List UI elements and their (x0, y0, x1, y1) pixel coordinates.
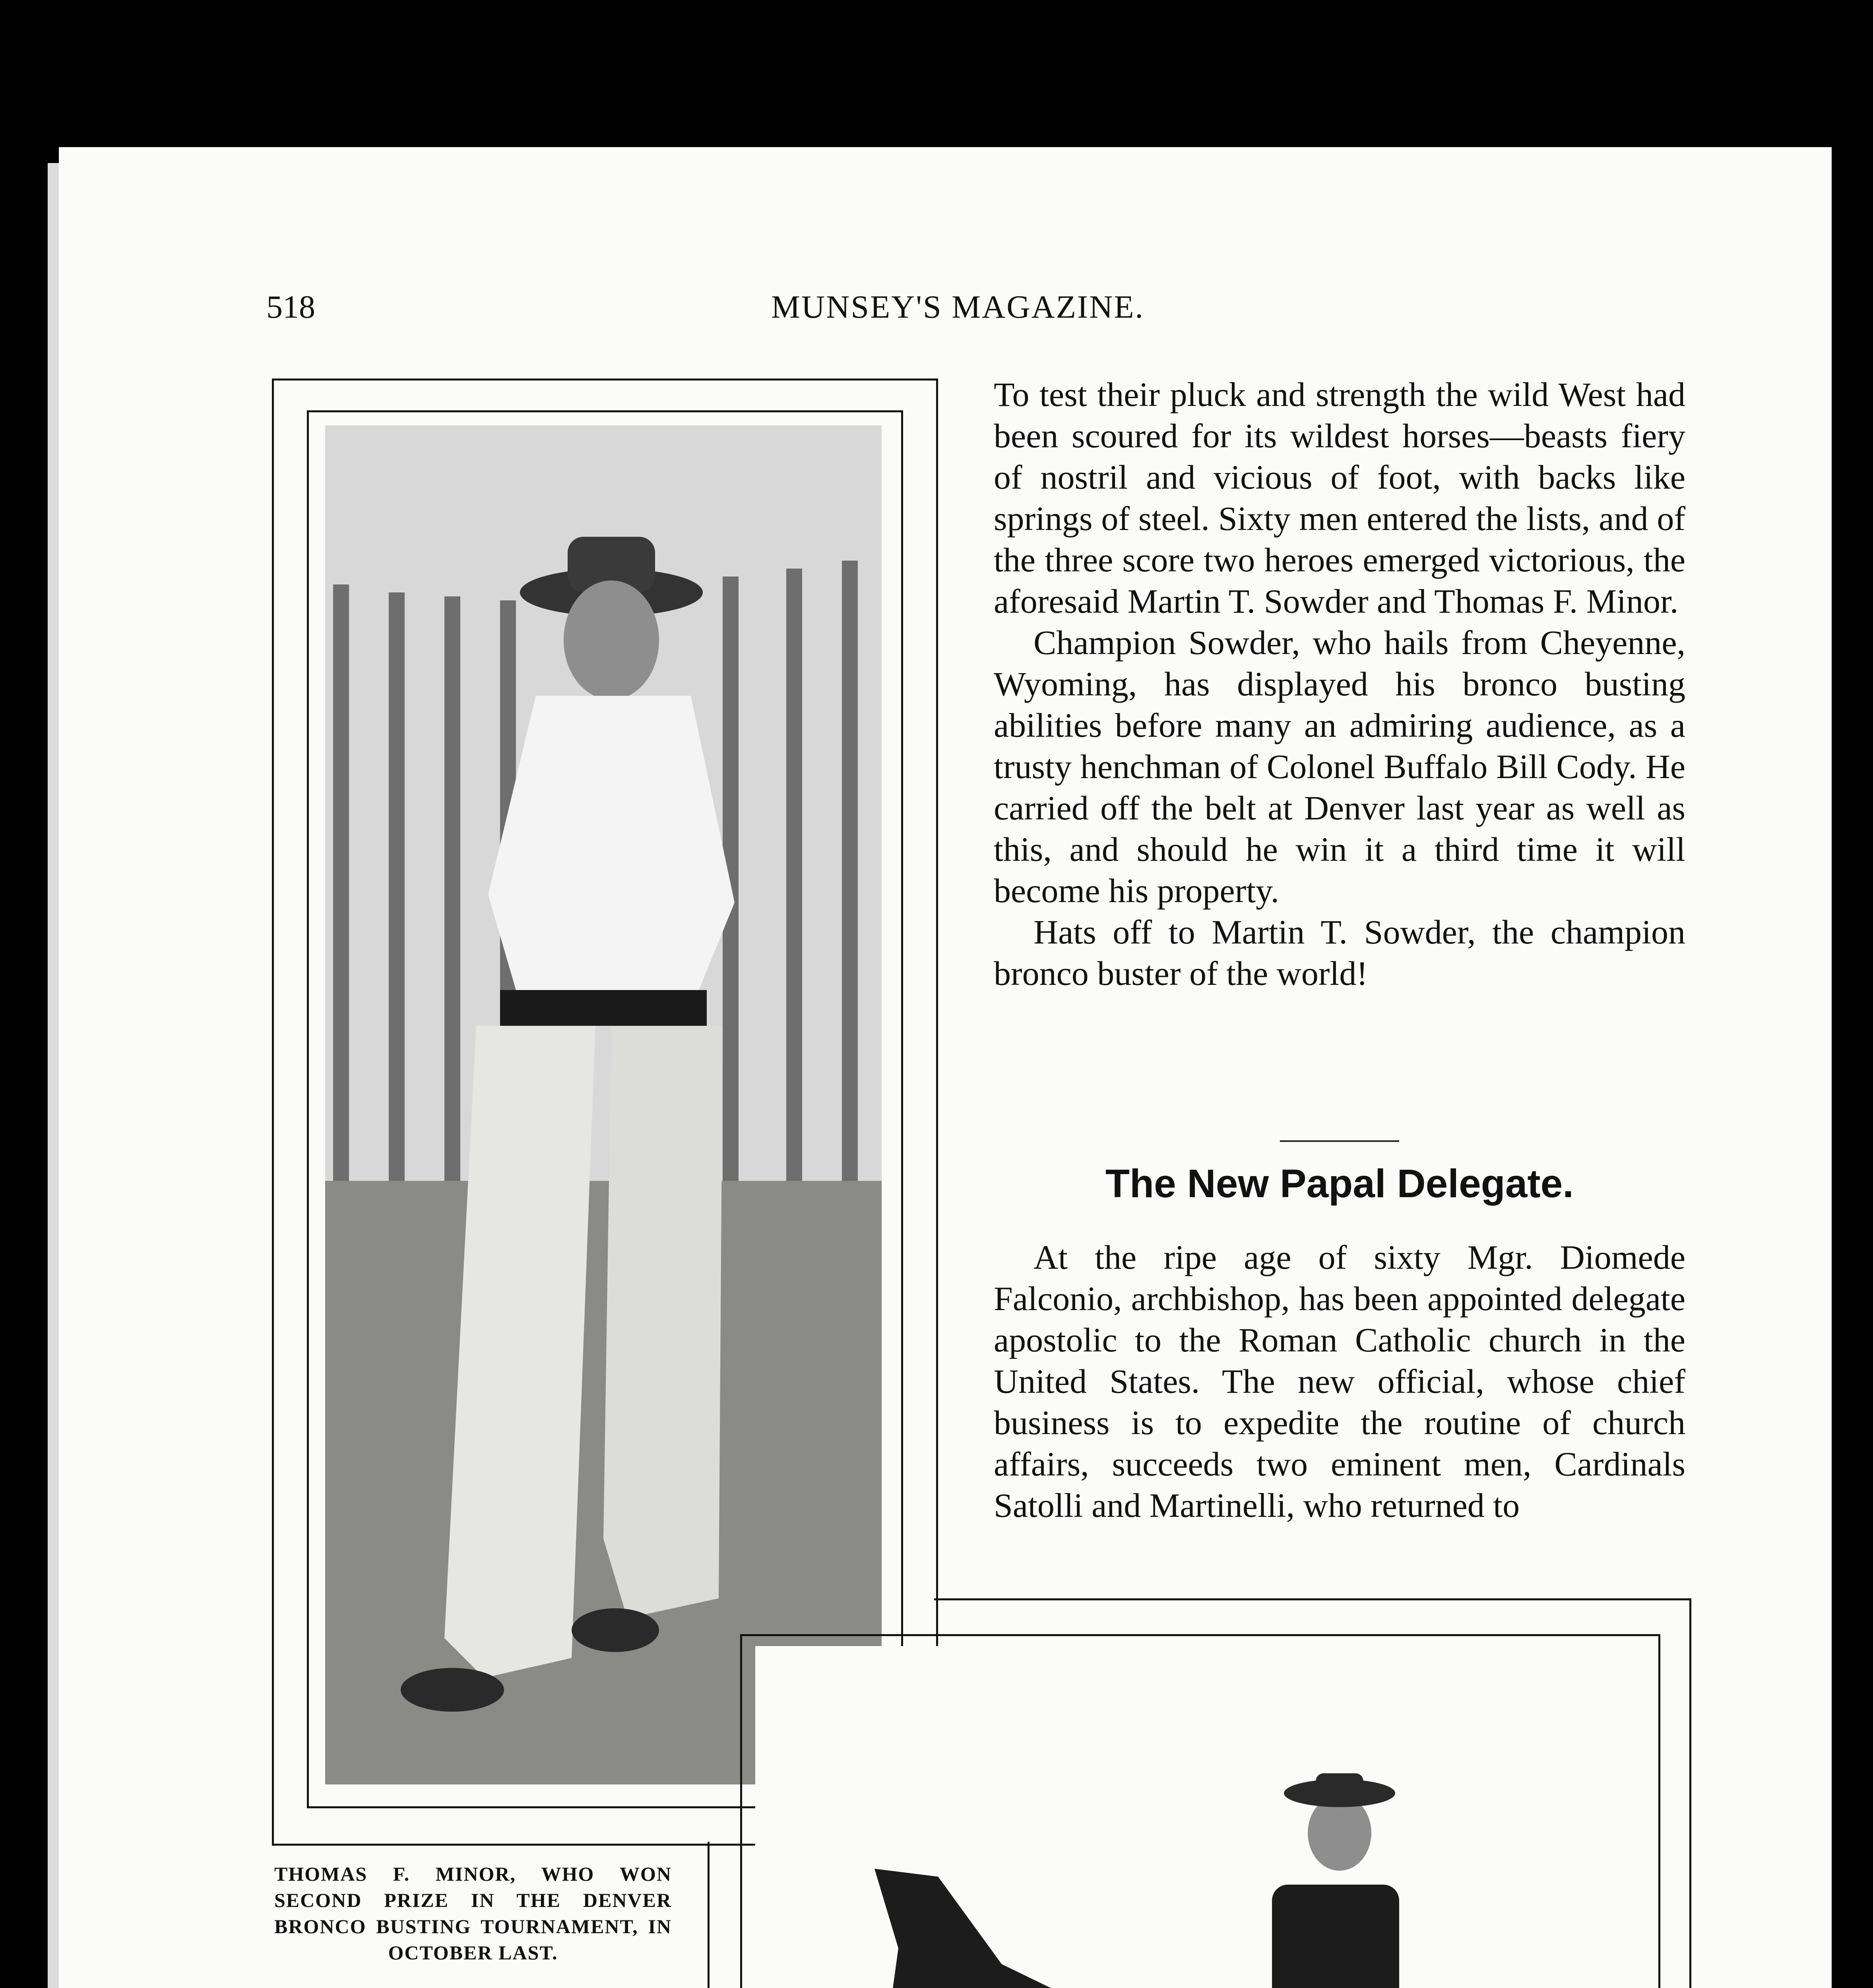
right-column-text (994, 374, 1685, 994)
paragraph: At the ripe age of sixty Mgr. Diomede Falconio, archbishop, has been appointed delegate apostolic to the Roman Catholic church in the United States. The new official, whose chief business is to expedite the routine of church affairs, succeeds two eminent men, Cardinals Satolli and Martinelli, who returned to (994, 1238, 1685, 1524)
page-number: 518 (266, 289, 315, 325)
book-spine (48, 163, 60, 1988)
section-divider (1280, 1140, 1399, 1142)
minor-photo (325, 425, 882, 1784)
paragraph: To test their pluck and strength the wild West had been scoured for its wildest horses—beasts fiery of nostril and vicious of foot, with backs like springs of steel. Sixty men entered the lists, and of the three score two heroes emerged victorious, the aforesaid Martin T. Sowder and Thomas F. Minor. (994, 375, 1685, 620)
paragraph: Hats off to Martin T. Sowder, the champion bronco buster of the world! (994, 913, 1685, 992)
caption-minor: THOMAS F. MINOR, WHO WON SECOND PRIZE IN THE DENVER BRONCO BUSTING TOURNAMENT, IN OCTOBER LAST. (274, 1863, 672, 1964)
papal-delegate-text (994, 1237, 1685, 1526)
sowder-photo (755, 1646, 1646, 1988)
running-head: MUNSEY'S MAGAZINE. (771, 289, 1144, 325)
section-heading: The New Papal Delegate. (1105, 1161, 1574, 1206)
frame-rule-vertical (708, 1842, 710, 1988)
paragraph: Champion Sowder, who hails from Cheyenne, Wyoming, has displayed his bronco busting abilities before many an admiring audience, as a trusty henchman of Colonel Buffalo Bill Cody. He carried off the belt at Denver last year as well as this, and should he win it a third time it will become his property. (994, 623, 1685, 910)
